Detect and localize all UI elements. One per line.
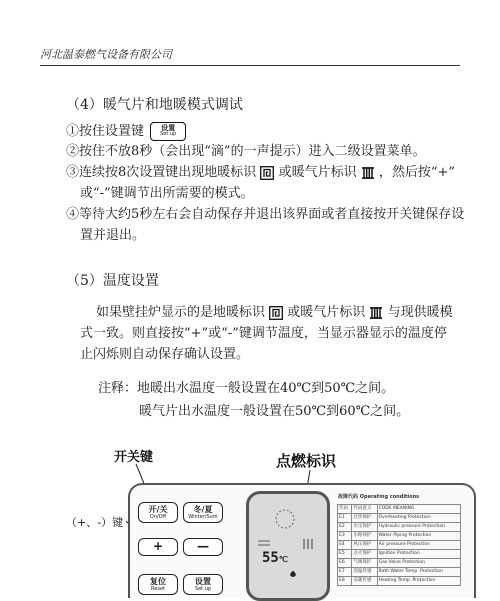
table-row — [338, 505, 461, 514]
table-cell: 点火保护 — [352, 550, 377, 559]
table-cell: CODE MEANING — [377, 505, 460, 514]
table-cell: Bath Water Temp. Protection — [377, 568, 460, 577]
table-cell: 气阀保护 — [352, 559, 377, 568]
table-row — [338, 523, 461, 532]
table-row — [338, 568, 461, 577]
table-row — [338, 559, 461, 568]
winter-summer-label: 冬/夏 — [193, 505, 213, 514]
table-row — [338, 514, 461, 523]
table-cell: Water Piping Protection — [377, 532, 460, 541]
table-cell: Gas Valve Protection — [377, 559, 460, 568]
table-cell: Air pressure Protection — [377, 541, 460, 550]
lcd-temperature-value: 55 — [262, 550, 279, 566]
step4-line1: ④等待大约5秒左右会自动保存并退出该界面或者直接按开关键保存设 — [66, 207, 465, 222]
lcd-icons — [250, 505, 320, 585]
table-cell: E8 — [338, 577, 352, 586]
table-cell: E3 — [338, 532, 352, 541]
ignition-indicator-callout: 点燃标识 — [276, 452, 337, 470]
fault-code-table — [337, 504, 461, 586]
reset-label: 复位 — [150, 577, 166, 586]
table-cell: E5 — [338, 550, 352, 559]
section5-para-line2: 式一致。则直接按“+”或“-”键调节温度，当显示器显示的温度停 — [80, 326, 447, 341]
setting-sublabel: Set up — [194, 586, 212, 592]
step3-line2: 或“-”键调节出所需要的模式。 — [80, 186, 254, 201]
table-cell: E2 — [338, 523, 352, 532]
table-cell: Heating Temp. Protection — [377, 577, 460, 586]
reset-button[interactable] — [138, 574, 178, 595]
power-key-callout: 开关键 — [114, 450, 154, 465]
table-row — [338, 577, 461, 586]
table-cell: 采暖传感 — [352, 577, 377, 586]
step2: ②按住不放8秒（会出现“滴”的一声提示）进入二级设置菜单。 — [66, 144, 426, 159]
power-button-label: 开/关 — [148, 505, 168, 514]
table-cell: E7 — [338, 568, 352, 577]
step4-line2: 置并退出。 — [80, 228, 146, 243]
section5-para-line3: 止闪烁则自动保存确认设置。 — [80, 347, 250, 362]
table-cell: E6 — [338, 559, 352, 568]
para1-part-b: 或暖气片标识 — [287, 305, 366, 320]
fault-code-title: 故障代码 Operating conditions — [338, 494, 420, 500]
power-button[interactable] — [138, 502, 178, 523]
para1-part-a: 如果壁挂炉显示的是地暖标识 — [96, 305, 266, 320]
table-cell: Overheating Protection — [377, 514, 460, 523]
lcd-temperature — [262, 550, 288, 566]
step3-part-a: ③连续按8次设置键出现地暖标识 — [66, 165, 257, 180]
table-cell: Ignition Protection — [377, 550, 460, 559]
table-cell: 代码意义 — [352, 505, 377, 514]
setting-button[interactable] — [183, 574, 223, 595]
plus-minus-key-callout: （+、-）键 — [66, 516, 124, 529]
section4-title: （4）暖气片和地暖模式调试 — [66, 97, 243, 113]
para1-part-c: 与现供暖模 — [387, 305, 453, 320]
company-header: 河北温泰燃气设备有限公司 — [40, 48, 172, 61]
table-cell: 水路保护 — [352, 532, 377, 541]
table-row — [338, 550, 461, 559]
lcd-unit: ℃ — [278, 555, 288, 564]
setting-button-line2: Set up — [160, 131, 177, 137]
power-button-sublabel: On/Off — [149, 514, 167, 520]
table-cell: 代码 — [338, 505, 352, 514]
plus-button[interactable] — [138, 538, 178, 556]
table-cell: 浴温传感 — [352, 568, 377, 577]
reset-sublabel: Reset — [151, 586, 165, 592]
step3-part-c: ，然后按“+” — [378, 165, 456, 180]
table-cell: 水压保护 — [352, 523, 377, 532]
table-cell: 风压保护 — [352, 541, 377, 550]
plus-label: + — [152, 539, 164, 553]
step1-text: ①按住设置键 — [66, 124, 145, 139]
table-cell: Hydraulic pressure Protection — [377, 523, 460, 532]
note-floor-heating: 注释：地暖出水温度一般设置在40℃到50℃之间。 — [98, 381, 395, 396]
step3-part-b: 或暖气片标识 — [278, 165, 357, 180]
table-row — [338, 541, 461, 550]
setting-label: 设置 — [195, 577, 211, 586]
minus-button[interactable] — [183, 538, 223, 556]
table-row — [338, 532, 461, 541]
winter-summer-button[interactable] — [183, 502, 223, 523]
table-cell: E1 — [338, 514, 352, 523]
section5-title: （5）温度设置 — [66, 273, 159, 289]
setting-button-line1: 设置 — [161, 124, 176, 132]
note-radiator: 暖气片出水温度一般设置在50℃到60℃之间。 — [139, 404, 410, 419]
table-cell: E4 — [338, 541, 352, 550]
table-cell: 过热保护 — [352, 514, 377, 523]
winter-summer-sublabel: Winter/Sum — [188, 514, 218, 520]
minus-label: — — [197, 539, 209, 553]
